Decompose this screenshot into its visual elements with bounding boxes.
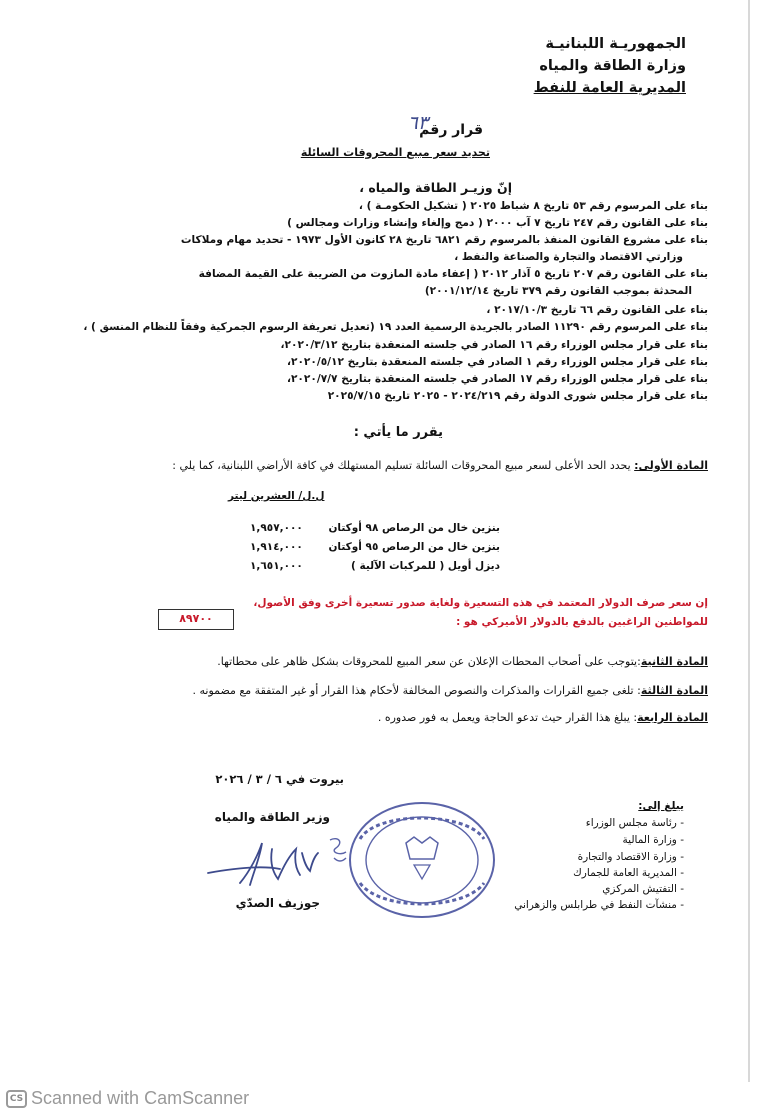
recipient-1: - رئاسة مجلس الوزراء [585, 817, 684, 829]
article-3-text: : تلغى جميع القرارات والمذكرات والنصوص المخالفة لأحكام هذا القرار أو غير المتفقة مع مضمونه . [192, 684, 641, 697]
consideration-5: بناء على القانون رقم ٢٠٧ تاريخ ٥ آذار ٢٠١٢ ( إعفاء مادة المازوت من الضريبة على القيمة المضافة [198, 268, 708, 280]
header-ministry: وزارة الطاقة والمياه [539, 58, 686, 74]
date-line: بيروت في ٦ / ٣ / ٢٠٢٦ [215, 772, 344, 786]
recipient-3: - وزارة الاقتصاد والتجارة [577, 851, 684, 863]
article-3 [193, 684, 709, 697]
price-row-product-2: بنزين خال من الرصاص ٩٥ أوكتان [328, 541, 500, 553]
scanner-watermark-text: Scanned with CamScanner [31, 1088, 250, 1108]
camscanner-logo-icon: CS [6, 1090, 27, 1108]
consideration-2: بناء على القانون رقم ٢٤٧ تاريخ ٧ آب ٢٠٠٠ ( دمج وإلغاء وإنشاء وزارات ومجالس ) [287, 217, 708, 229]
exchange-rate-box: ٨٩٧٠٠ [158, 609, 234, 630]
price-row-value-1: ١,٩٥٧,٠٠٠ [250, 522, 303, 534]
decision-label: قرار رقم [419, 122, 483, 138]
consideration-11: بناء على قرار مجلس الوزراء رقم ١٧ الصادر في جلسته المنعقدة بتاريخ ٢٠٢٠/٧/٧، [286, 373, 708, 385]
header-directorate: المديرية العامة للنفط [533, 80, 686, 96]
consideration-7: بناء على القانون رقم ٦٦ تاريخ ٢٠١٧/١٠/٣ ، [486, 304, 708, 316]
signatory-title: وزير الطاقة والمياه [214, 810, 330, 824]
article-1 [172, 459, 708, 472]
decision-subject: تحديد سعر مبيع المحروقات السائلة [300, 146, 490, 159]
article-4 [378, 711, 708, 724]
recipients-title: يبلغ إلى: [638, 800, 684, 812]
consideration-9: بناء على قرار مجلس الوزراء رقم ١٦ الصادر في جلسته المنعقدة بتاريخ ٢٠٢٠/٣/١٢، [280, 339, 708, 351]
consideration-3: بناء على مشروع القانون المنفذ بالمرسوم رقم ٦٨٢١ تاريخ ٢٨ كانون الأول ١٩٧٣ - تحديد مهام وملاكات [180, 234, 708, 246]
recipient-2: - وزارة المالية [622, 834, 684, 846]
article-1-title: المادة الأولى: [634, 459, 708, 472]
article-4-text: : يبلغ هذا القرار حيث تدعو الحاجة ويعمل به فور صدوره . [377, 711, 638, 724]
consideration-4: وزارتي الاقتصاد والتجارة والصناعة والنفط ، [454, 251, 683, 263]
article-1-text: يحدد الحد الأعلى لسعر مبيع المحروقات السائلة تسليم المستهلك في كافة الأراضي اللبنانية، كما يلي : [172, 459, 631, 472]
article-2-text: :يتوجب على أصحاب المحطات الإعلان عن سعر المبيع للمحروقات بشكل ظاهر على محطاتها. [217, 655, 641, 668]
article-2-title: المادة الثانية [640, 655, 708, 668]
signatory-name: جوزيف الصدّي [235, 896, 320, 910]
price-row-value-3: ١,٦٥١,٠٠٠ [250, 560, 303, 572]
minister-signature [200, 835, 340, 895]
recipient-6: - منشآت النفط في طرابلس والزهراني [514, 899, 684, 911]
article-3-title: المادة الثالثة [640, 684, 708, 697]
intro-minister: إنّ وزيـر الطاقة والمياه ، [359, 180, 512, 195]
exchange-rate-line-1: إن سعر صرف الدولار المعتمد في هذه التسعيرة ولغاية صدور تسعيرة أخرى وفق الأصول، [253, 597, 708, 609]
price-unit-header: ل.ل/ العشرين ليتر [228, 490, 325, 502]
consideration-10: بناء على قرار مجلس الوزراء رقم ١ الصادر في جلسته المنعقدة بتاريخ ٢٠٢٠/٥/١٢، [286, 356, 708, 368]
decision-number: ٦٣ [407, 112, 428, 134]
official-stamp [346, 799, 498, 921]
header-republic: الجمهوريـة اللبنانيـة [545, 36, 686, 52]
consideration-1: بناء على المرسوم رقم ٥٣ تاريخ ٨ شباط ٢٠٢٥ ( تشكيل الحكومـة ) ، [358, 200, 708, 212]
price-row-product-1: بنزين خال من الرصاص ٩٨ أوكتان [328, 522, 500, 534]
consideration-12: بناء على قرار مجلس شورى الدولة رقم ٢٠٢٤/٢١٩ - ٢٠٢٥ تاريخ ٢٠٢٥/٧/١٥ [327, 390, 708, 402]
consideration-8: بناء على المرسوم رقم ١١٢٩٠ الصادر بالجريدة الرسمية العدد ١٩ (تعديل تعريفة الرسوم الجمركية وفقاً للنظام المنسق ) ، [83, 321, 708, 333]
price-row-product-3: ديزل أويل ( للمركبات الآلية ) [351, 560, 500, 572]
recipient-4: - المديرية العامة للجمارك [573, 867, 684, 879]
exchange-rate-line-2: للمواطنين الراغبين بالدفع بالدولار الأميركي هو : [456, 616, 708, 628]
article-4-title: المادة الرابعة [637, 711, 708, 724]
price-row-value-2: ١,٩١٤,٠٠٠ [250, 541, 303, 553]
consideration-6: المحدثة بموجب القانون رقم ٣٧٩ تاريخ ٢٠٠١/١٢/١٤) [424, 285, 692, 297]
recipient-5: - التفتيش المركزي [602, 883, 684, 895]
article-2 [217, 655, 708, 668]
decides-heading: يقرر ما يأتي : [353, 425, 443, 440]
stamp-initials-mark [326, 832, 352, 868]
